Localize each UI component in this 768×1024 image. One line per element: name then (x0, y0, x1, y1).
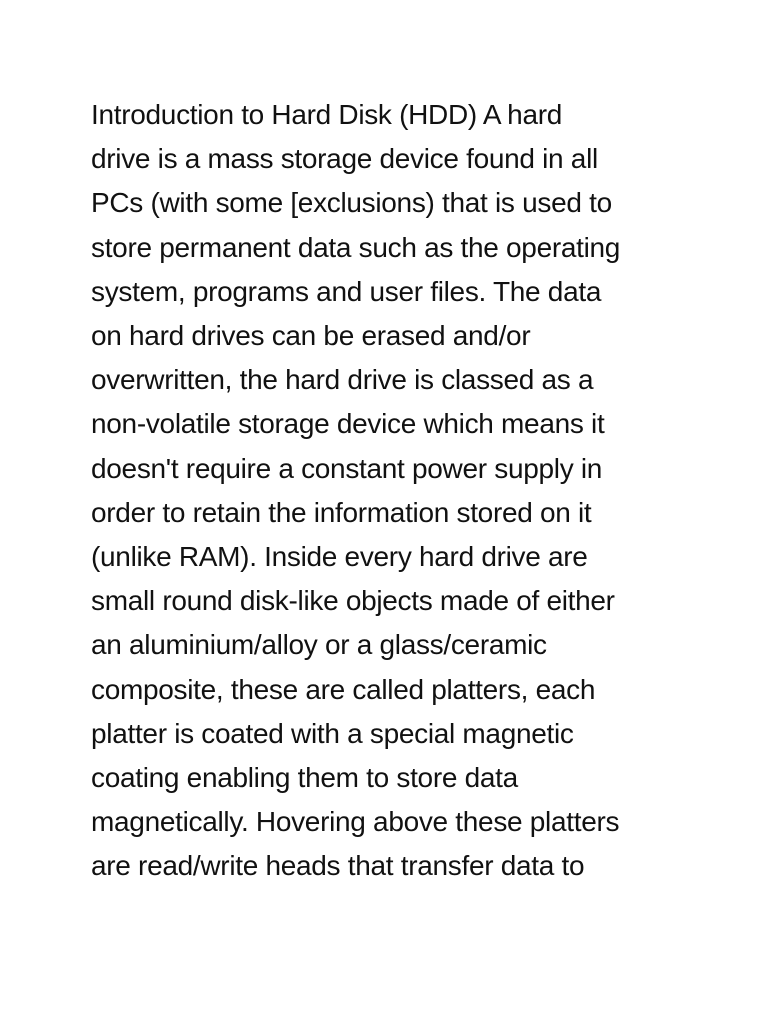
paragraph-line: small round disk-like objects made of either (91, 585, 615, 617)
paragraph-line: coating enabling them to store data (91, 762, 518, 794)
paragraph-line: an aluminium/alloy or a glass/ceramic (91, 629, 547, 661)
paragraph-line: platter is coated with a special magnetic (91, 717, 574, 749)
paragraph-line: on hard drives can be erased and/or (91, 320, 531, 352)
paragraph-line: drive is a mass storage device found in all (91, 143, 598, 175)
paragraph-line: Introduction to Hard Disk (HDD) A hard (91, 99, 563, 130)
paragraph-line: overwritten, the hard drive is classed as a (91, 364, 594, 396)
paragraph-line: order to retain the information stored on it (91, 496, 592, 528)
paragraph-line: composite, these are called platters, each (91, 673, 596, 705)
paragraph-line: system, programs and user files. The data (91, 275, 602, 307)
paragraph-line: are read/write heads that transfer data to (91, 850, 585, 882)
paragraph-line: magnetically. Hovering above these platters (91, 806, 620, 838)
paragraph-line: store permanent data such as the operating (91, 231, 621, 263)
paragraph-line: doesn't require a constant power supply in (91, 452, 603, 484)
paragraph-line: non-volatile storage device which means it (91, 408, 605, 440)
paragraph-line: (unlike RAM). Inside every hard drive are (91, 541, 588, 573)
body-paragraph (91, 93, 681, 889)
paragraph-line: PCs (with some [exclusions) that is used to (91, 187, 612, 219)
